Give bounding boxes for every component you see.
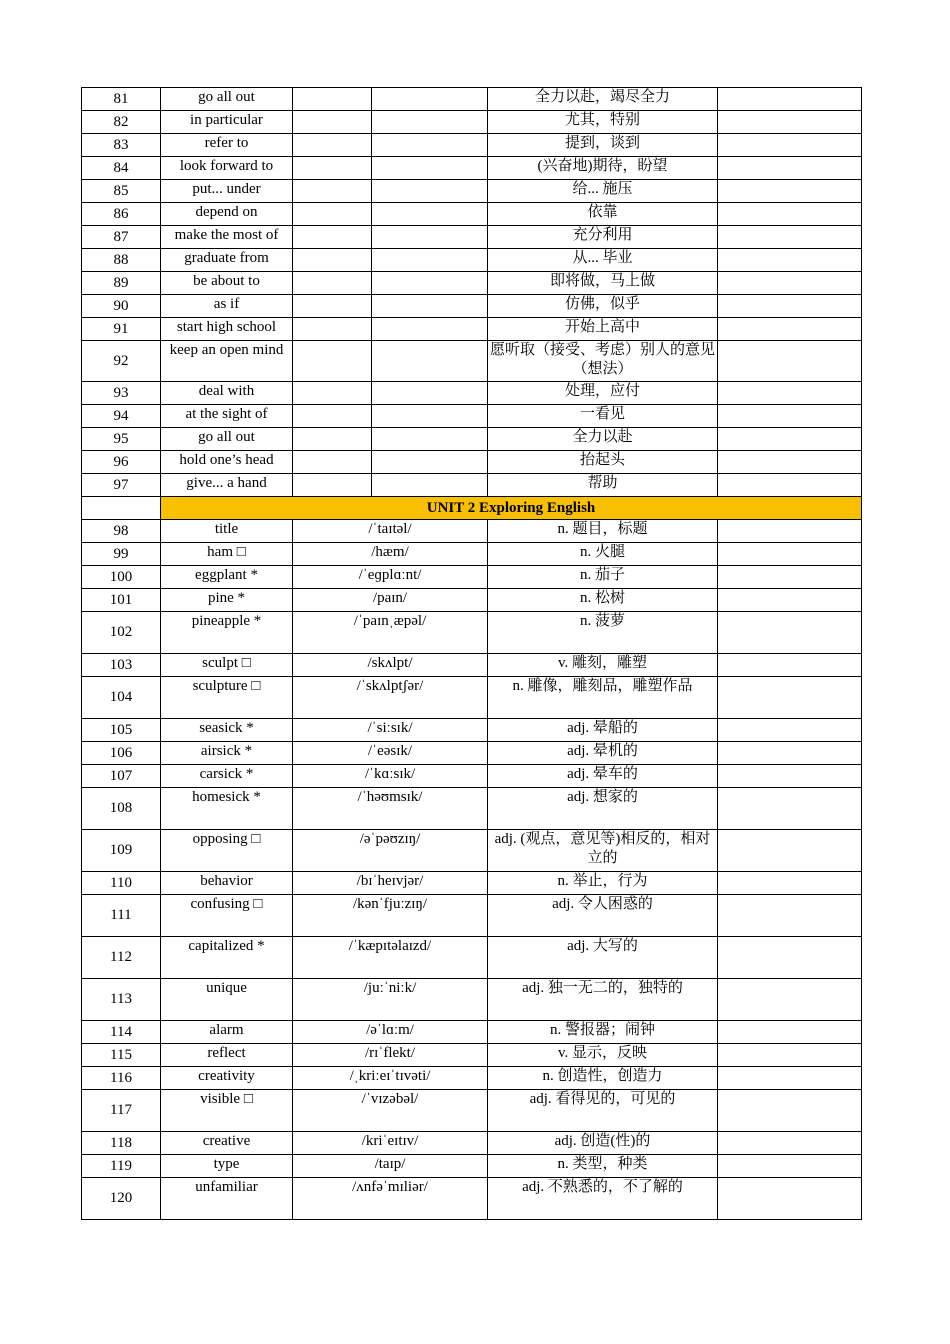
word-cell: sculpture □	[161, 677, 293, 719]
word-cell: pineapple *	[161, 612, 293, 654]
phonetic-cell	[372, 405, 488, 428]
phonetic-cell	[372, 428, 488, 451]
meaning-cell: 全力以赴，竭尽全力	[488, 88, 718, 111]
blank-cell	[293, 203, 372, 226]
table-row	[82, 1067, 862, 1090]
blank-cell	[293, 341, 372, 382]
table-row	[82, 1090, 862, 1132]
table-row	[82, 654, 862, 677]
word-cell: eggplant *	[161, 566, 293, 589]
blank-cell	[718, 543, 862, 566]
phonetic-cell: /ˈtaɪtəl/	[293, 520, 488, 543]
table-row	[82, 765, 862, 788]
meaning-cell: adj. 创造(性)的	[488, 1132, 718, 1155]
table-row	[82, 1178, 862, 1220]
blank-cell	[718, 589, 862, 612]
phonetic-cell	[372, 88, 488, 111]
row-number: 81	[82, 88, 161, 111]
row-number: 102	[82, 612, 161, 654]
phonetic-cell	[372, 295, 488, 318]
row-number: 104	[82, 677, 161, 719]
phonetic-cell: /əˈlɑːm/	[293, 1021, 488, 1044]
blank-cell	[293, 180, 372, 203]
word-cell: capitalized *	[161, 937, 293, 979]
blank-cell	[293, 226, 372, 249]
blank-cell	[293, 474, 372, 497]
blank-cell	[293, 272, 372, 295]
blank-cell	[718, 341, 862, 382]
word-cell: graduate from	[161, 249, 293, 272]
word-cell: hold one’s head	[161, 451, 293, 474]
meaning-cell: n. 茄子	[488, 566, 718, 589]
phonetic-cell: /kənˈfjuːzɪŋ/	[293, 895, 488, 937]
word-cell: reflect	[161, 1044, 293, 1067]
row-number: 112	[82, 937, 161, 979]
blank-cell	[718, 111, 862, 134]
meaning-cell: n. 举止，行为	[488, 872, 718, 895]
phonetic-cell: /ˈeɡplɑːnt/	[293, 566, 488, 589]
word-cell: refer to	[161, 134, 293, 157]
phonetic-cell: /juːˈniːk/	[293, 979, 488, 1021]
phonetic-cell	[372, 134, 488, 157]
row-number: 86	[82, 203, 161, 226]
word-cell: give... a hand	[161, 474, 293, 497]
blank-cell	[718, 88, 862, 111]
phonetic-cell: /rɪˈflekt/	[293, 1044, 488, 1067]
table-row	[82, 742, 862, 765]
word-cell: title	[161, 520, 293, 543]
phonetic-cell	[372, 249, 488, 272]
table-row	[82, 566, 862, 589]
table-row	[82, 719, 862, 742]
phonetic-cell	[372, 203, 488, 226]
word-cell: make the most of	[161, 226, 293, 249]
meaning-cell: 一看见	[488, 405, 718, 428]
meaning-cell: n. 题目，标题	[488, 520, 718, 543]
word-cell: alarm	[161, 1021, 293, 1044]
table-row	[82, 589, 862, 612]
blank-cell	[718, 654, 862, 677]
blank-cell	[718, 249, 862, 272]
meaning-cell: 充分利用	[488, 226, 718, 249]
blank-cell	[293, 428, 372, 451]
word-cell: type	[161, 1155, 293, 1178]
meaning-cell: 帮助	[488, 474, 718, 497]
phonetic-cell	[372, 451, 488, 474]
meaning-cell: 愿听取（接受、考虑）别人的意见（想法）	[488, 341, 718, 382]
phonetic-cell: /ˌkriːeɪˈtɪvəti/	[293, 1067, 488, 1090]
meaning-cell: 处理，应付	[488, 382, 718, 405]
phonetic-cell: /əˈpəʊzɪŋ/	[293, 830, 488, 872]
blank-cell	[718, 1155, 862, 1178]
word-cell: behavior	[161, 872, 293, 895]
meaning-cell: 提到，谈到	[488, 134, 718, 157]
meaning-cell: n. 菠萝	[488, 612, 718, 654]
phonetic-cell: /hæm/	[293, 543, 488, 566]
meaning-cell: n. 类型，种类	[488, 1155, 718, 1178]
blank-cell	[718, 830, 862, 872]
phonetic-cell	[372, 382, 488, 405]
meaning-cell: v. 雕刻，雕塑	[488, 654, 718, 677]
phonetic-cell	[372, 272, 488, 295]
blank-cell	[718, 405, 862, 428]
table-row	[82, 203, 862, 226]
blank-cell	[718, 1090, 862, 1132]
word-cell: put... under	[161, 180, 293, 203]
row-number: 108	[82, 788, 161, 830]
blank-cell	[293, 249, 372, 272]
blank-cell	[718, 134, 862, 157]
row-number: 119	[82, 1155, 161, 1178]
table-row	[82, 612, 862, 654]
table-row	[82, 180, 862, 203]
table-row	[82, 1021, 862, 1044]
table-row	[82, 134, 862, 157]
meaning-cell: (兴奋地)期待，盼望	[488, 157, 718, 180]
word-cell: look forward to	[161, 157, 293, 180]
row-number: 87	[82, 226, 161, 249]
meaning-cell: adj. 不熟悉的，不了解的	[488, 1178, 718, 1220]
row-number: 85	[82, 180, 161, 203]
blank-cell	[718, 719, 862, 742]
unit-header: UNIT 2 Exploring English	[161, 497, 862, 520]
row-number: 116	[82, 1067, 161, 1090]
table-row	[82, 341, 862, 382]
meaning-cell: 尤其，特别	[488, 111, 718, 134]
meaning-cell: adj. 独一无二的，独特的	[488, 979, 718, 1021]
table-row	[82, 451, 862, 474]
word-cell: opposing □	[161, 830, 293, 872]
word-cell: creative	[161, 1132, 293, 1155]
table-row	[82, 405, 862, 428]
row-number: 118	[82, 1132, 161, 1155]
blank-cell	[293, 157, 372, 180]
row-number: 95	[82, 428, 161, 451]
row-number: 120	[82, 1178, 161, 1220]
meaning-cell: n. 创造性，创造力	[488, 1067, 718, 1090]
unit-header-row	[82, 497, 862, 520]
row-number: 105	[82, 719, 161, 742]
blank-cell	[718, 895, 862, 937]
table-row	[82, 157, 862, 180]
row-number: 91	[82, 318, 161, 341]
blank-cell	[718, 474, 862, 497]
phonetic-cell: /skʌlpt/	[293, 654, 488, 677]
table-row	[82, 318, 862, 341]
blank-cell	[718, 937, 862, 979]
row-number: 90	[82, 295, 161, 318]
phonetic-cell	[372, 474, 488, 497]
blank-cell	[293, 88, 372, 111]
row-number: 111	[82, 895, 161, 937]
table-row	[82, 1044, 862, 1067]
table-row	[82, 226, 862, 249]
blank-cell	[718, 1067, 862, 1090]
row-number: 98	[82, 520, 161, 543]
phonetic-cell: /bɪˈheɪvjər/	[293, 872, 488, 895]
row-number: 94	[82, 405, 161, 428]
blank-cell	[293, 382, 372, 405]
blank-cell	[293, 318, 372, 341]
row-number: 96	[82, 451, 161, 474]
word-cell: confusing □	[161, 895, 293, 937]
meaning-cell: 即将做，马上做	[488, 272, 718, 295]
blank-cell	[718, 788, 862, 830]
word-cell: start high school	[161, 318, 293, 341]
blank-cell	[293, 295, 372, 318]
meaning-cell: v. 显示，反映	[488, 1044, 718, 1067]
table-row	[82, 382, 862, 405]
phonetic-cell: /ˈhəʊmsɪk/	[293, 788, 488, 830]
word-cell: sculpt □	[161, 654, 293, 677]
blank-cell	[718, 382, 862, 405]
blank-cell	[293, 134, 372, 157]
row-number: 82	[82, 111, 161, 134]
meaning-cell: n. 松树	[488, 589, 718, 612]
table-row	[82, 520, 862, 543]
blank-cell	[718, 520, 862, 543]
word-cell: carsick *	[161, 765, 293, 788]
word-cell: seasick *	[161, 719, 293, 742]
word-cell: ham □	[161, 543, 293, 566]
table-row	[82, 788, 862, 830]
table-row	[82, 830, 862, 872]
meaning-cell: adj. 想家的	[488, 788, 718, 830]
meaning-cell: adj. 看得见的，可见的	[488, 1090, 718, 1132]
blank-cell	[718, 1021, 862, 1044]
word-cell: airsick *	[161, 742, 293, 765]
word-cell: as if	[161, 295, 293, 318]
unit-header-section	[82, 497, 862, 520]
blank-cell	[718, 272, 862, 295]
meaning-cell: 仿佛，似乎	[488, 295, 718, 318]
row-number: 101	[82, 589, 161, 612]
blank-cell	[718, 1132, 862, 1155]
table-row	[82, 979, 862, 1021]
phrase-rows	[82, 88, 862, 497]
phonetic-cell: /ˈsiːsɪk/	[293, 719, 488, 742]
row-number: 99	[82, 543, 161, 566]
meaning-cell: 依靠	[488, 203, 718, 226]
word-cell: visible □	[161, 1090, 293, 1132]
phonetic-cell	[372, 341, 488, 382]
table-row	[82, 895, 862, 937]
table-row	[82, 111, 862, 134]
meaning-cell: adj. 晕车的	[488, 765, 718, 788]
blank-cell	[718, 765, 862, 788]
word-cell: unique	[161, 979, 293, 1021]
blank-cell	[718, 872, 862, 895]
meaning-cell: n. 雕像，雕刻品，雕塑作品	[488, 677, 718, 719]
row-number: 84	[82, 157, 161, 180]
phonetic-cell: /ˈkɑːsɪk/	[293, 765, 488, 788]
meaning-cell: 给... 施压	[488, 180, 718, 203]
blank-cell	[718, 451, 862, 474]
word-cell: go all out	[161, 88, 293, 111]
row-number: 93	[82, 382, 161, 405]
word-cell: unfamiliar	[161, 1178, 293, 1220]
word-cell: homesick *	[161, 788, 293, 830]
meaning-cell: 抬起头	[488, 451, 718, 474]
row-number: 88	[82, 249, 161, 272]
blank-cell	[718, 1178, 862, 1220]
phonetic-cell	[372, 157, 488, 180]
row-number: 89	[82, 272, 161, 295]
row-number: 83	[82, 134, 161, 157]
word-cell: deal with	[161, 382, 293, 405]
phonetic-cell: /kriˈeɪtɪv/	[293, 1132, 488, 1155]
blank-cell	[718, 318, 862, 341]
phonetic-cell: /ˈpaɪnˌæpəl/	[293, 612, 488, 654]
phonetic-cell	[372, 180, 488, 203]
word-cell: go all out	[161, 428, 293, 451]
unit-header-blank-cell	[82, 497, 161, 520]
row-number: 106	[82, 742, 161, 765]
vocabulary-table	[81, 87, 862, 1220]
blank-cell	[718, 979, 862, 1021]
blank-cell	[718, 612, 862, 654]
phonetic-cell: /ˈvɪzəbəl/	[293, 1090, 488, 1132]
blank-cell	[718, 677, 862, 719]
table-row	[82, 1155, 862, 1178]
phonetic-cell: /ˈskʌlptʃər/	[293, 677, 488, 719]
meaning-cell: adj. (观点，意见等)相反的，相对立的	[488, 830, 718, 872]
word-cell: at the sight of	[161, 405, 293, 428]
table-row	[82, 937, 862, 979]
table-row	[82, 872, 862, 895]
word-cell: depend on	[161, 203, 293, 226]
blank-cell	[718, 566, 862, 589]
blank-cell	[718, 742, 862, 765]
meaning-cell: n. 警报器；闹钟	[488, 1021, 718, 1044]
meaning-cell: 从... 毕业	[488, 249, 718, 272]
blank-cell	[718, 295, 862, 318]
phonetic-cell: /taɪp/	[293, 1155, 488, 1178]
word-cell: creativity	[161, 1067, 293, 1090]
table-row	[82, 543, 862, 566]
table-row	[82, 272, 862, 295]
table-row	[82, 677, 862, 719]
meaning-cell: 开始上高中	[488, 318, 718, 341]
word-cell: keep an open mind	[161, 341, 293, 382]
blank-cell	[293, 451, 372, 474]
row-number: 92	[82, 341, 161, 382]
meaning-cell: adj. 晕机的	[488, 742, 718, 765]
row-number: 109	[82, 830, 161, 872]
blank-cell	[718, 226, 862, 249]
phonetic-cell	[372, 318, 488, 341]
word-rows	[82, 520, 862, 1220]
meaning-cell: 全力以赴	[488, 428, 718, 451]
row-number: 113	[82, 979, 161, 1021]
word-cell: in particular	[161, 111, 293, 134]
blank-cell	[718, 428, 862, 451]
table-row	[82, 295, 862, 318]
meaning-cell: adj. 大写的	[488, 937, 718, 979]
meaning-cell: n. 火腿	[488, 543, 718, 566]
phonetic-cell: /ʌnfəˈmɪliər/	[293, 1178, 488, 1220]
table-row	[82, 428, 862, 451]
meaning-cell: adj. 令人困惑的	[488, 895, 718, 937]
row-number: 115	[82, 1044, 161, 1067]
row-number: 103	[82, 654, 161, 677]
row-number: 107	[82, 765, 161, 788]
row-number: 110	[82, 872, 161, 895]
word-cell: be about to	[161, 272, 293, 295]
phonetic-cell	[372, 226, 488, 249]
table-row	[82, 474, 862, 497]
blank-cell	[718, 203, 862, 226]
table-row	[82, 1132, 862, 1155]
phonetic-cell	[372, 111, 488, 134]
blank-cell	[718, 180, 862, 203]
blank-cell	[293, 111, 372, 134]
blank-cell	[718, 1044, 862, 1067]
row-number: 117	[82, 1090, 161, 1132]
row-number: 114	[82, 1021, 161, 1044]
phonetic-cell: /ˈeəsɪk/	[293, 742, 488, 765]
word-cell: pine *	[161, 589, 293, 612]
meaning-cell: adj. 晕船的	[488, 719, 718, 742]
blank-cell	[718, 157, 862, 180]
phonetic-cell: /paɪn/	[293, 589, 488, 612]
row-number: 97	[82, 474, 161, 497]
phonetic-cell: /ˈkæpɪtəlaɪzd/	[293, 937, 488, 979]
blank-cell	[293, 405, 372, 428]
table-row	[82, 249, 862, 272]
table-row	[82, 88, 862, 111]
row-number: 100	[82, 566, 161, 589]
